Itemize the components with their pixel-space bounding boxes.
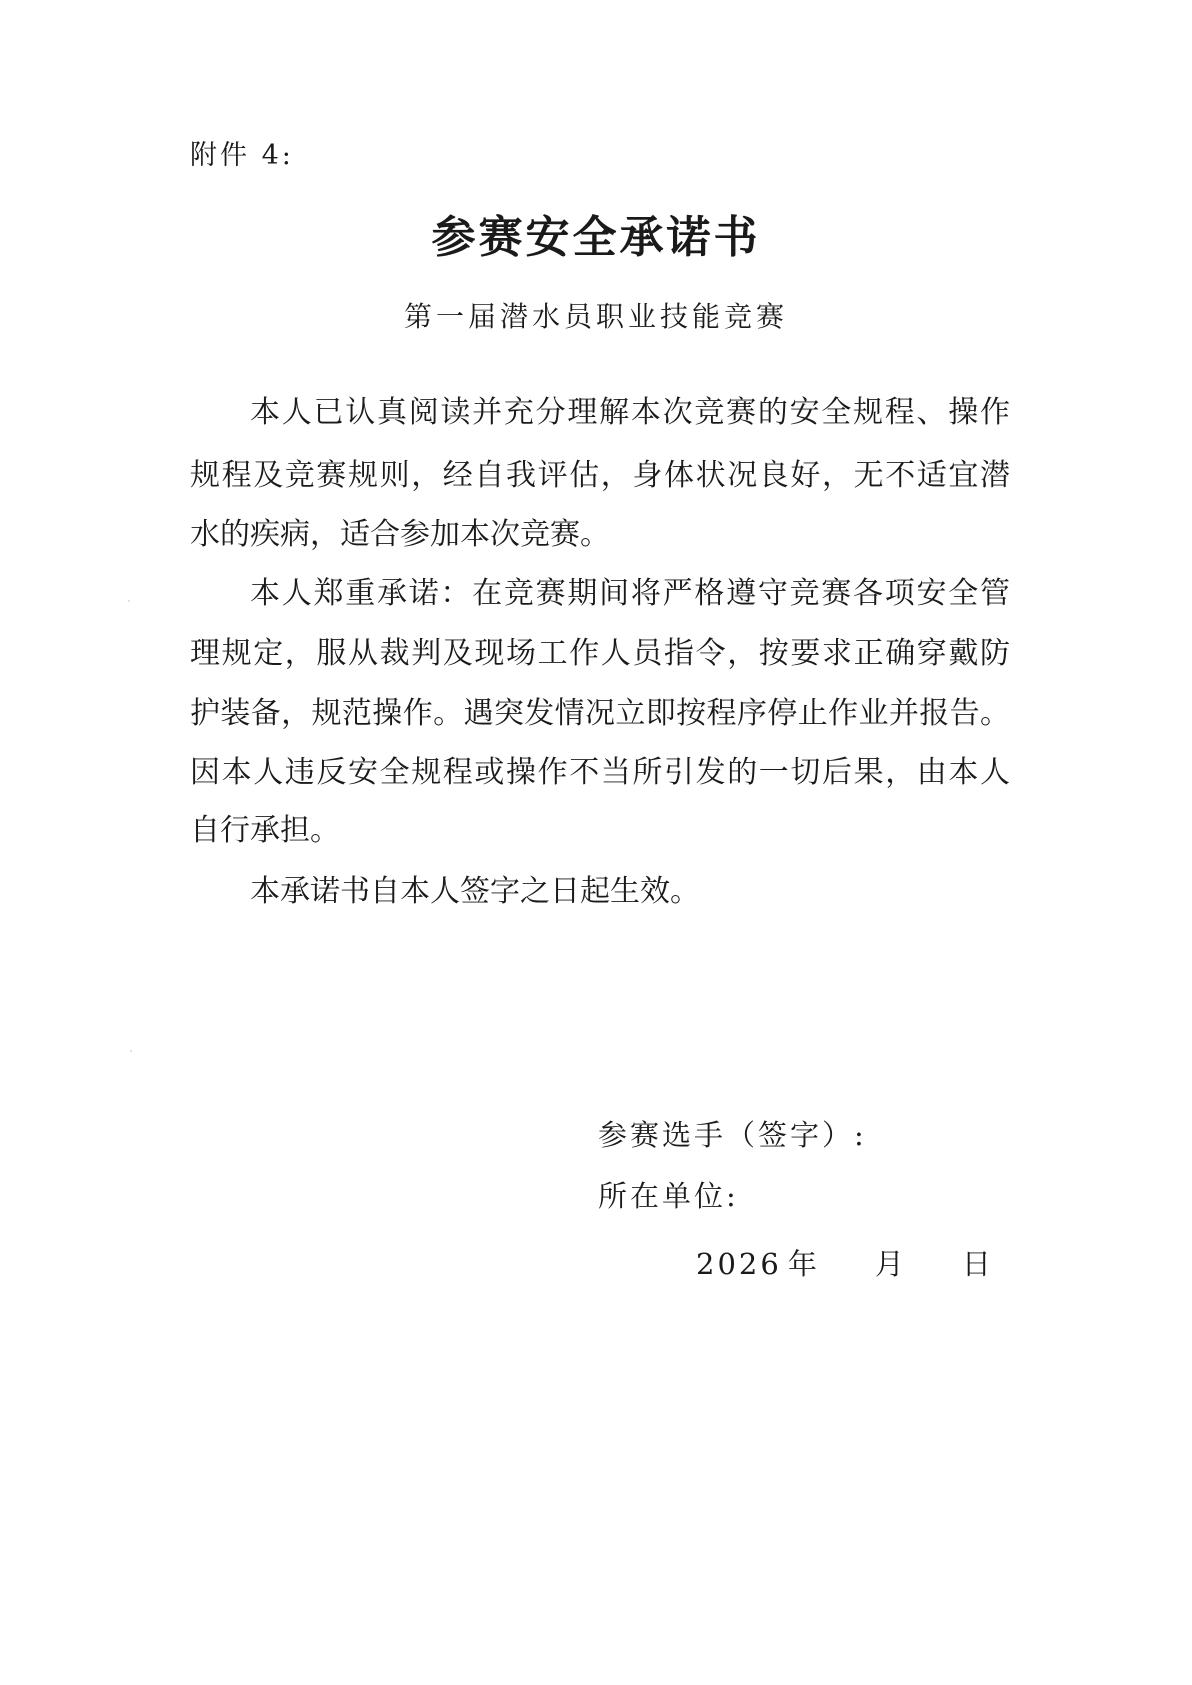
paragraph-line: 自行承担。 xyxy=(190,813,340,848)
scan-speck xyxy=(130,1050,132,1052)
attachment-label: 附件 4: xyxy=(190,140,294,171)
date-day-char: 日 xyxy=(961,1247,991,1281)
unit-label: 所在单位: xyxy=(598,1179,739,1213)
signature-date xyxy=(696,1244,991,1284)
date-year: 2026 xyxy=(696,1247,782,1281)
paragraph-line: 本承诺书自本人签字之日起生效。 xyxy=(250,874,700,909)
document-subtitle: 第一届潜水员职业技能竞赛 xyxy=(403,300,788,333)
date-month-char: 月 xyxy=(874,1247,904,1281)
scan-speck xyxy=(128,600,130,602)
paragraph-line: 水的疾病，适合参加本次竞赛。 xyxy=(190,517,610,552)
paragraph-line: 规程及竞赛规则，经自我评估，身体状况良好，无不适宜潜 xyxy=(190,458,1010,493)
paragraph-line: 护装备，规范操作。遇突发情况立即按程序停止作业并报告。 xyxy=(190,696,1010,731)
date-year-char: 年 xyxy=(787,1247,817,1281)
paragraph-line: 因本人违反安全规程或操作不当所引发的一切后果，由本人 xyxy=(190,755,1010,790)
paragraph-line: 理规定，服从裁判及现场工作人员指令，按要求正确穿戴防 xyxy=(190,636,1010,671)
participant-signature-label: 参赛选手（签字）: xyxy=(598,1118,867,1152)
document-title: 参赛安全承诺书 xyxy=(431,212,761,263)
paragraph-line: 本人已认真阅读并充分理解本次竞赛的安全规程、操作 xyxy=(250,395,1010,430)
paragraph-line: 本人郑重承诺：在竞赛期间将严格遵守竞赛各项安全管 xyxy=(250,576,1010,611)
